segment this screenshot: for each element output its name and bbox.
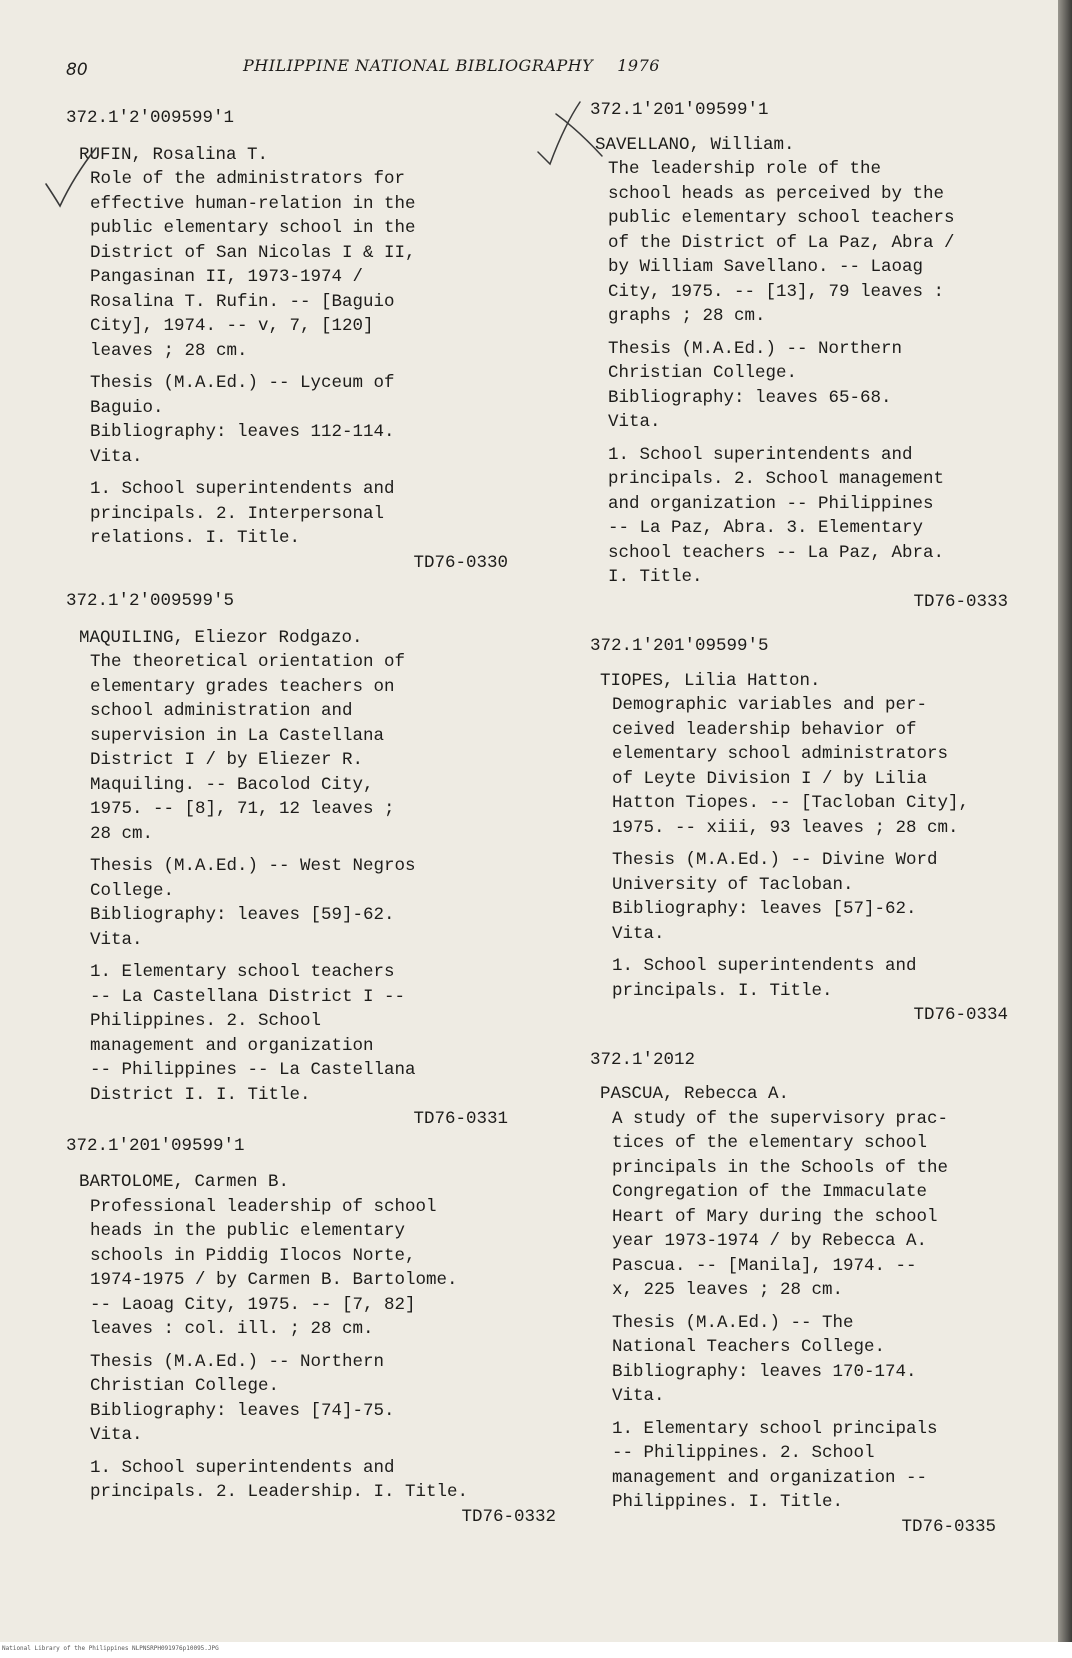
note-line: Thesis (M.A.Ed.) -- West Negros — [90, 856, 416, 876]
note-line: Vita. — [90, 929, 143, 950]
subject-line: Philippines. I. Title. — [612, 1492, 844, 1512]
description-line: principals in the Schools of the — [612, 1157, 949, 1178]
description-line: Maquiling. -- Bacolod City, — [90, 774, 374, 795]
subject-line: 1. School superintendents and — [90, 479, 395, 499]
subject-line: school teachers -- La Paz, Abra. — [608, 542, 945, 563]
note-line: Christian College. — [608, 363, 798, 383]
subject-line: -- Philippines. 2. School — [612, 1443, 875, 1463]
note-line: Bibliography: leaves [59]-62. — [90, 905, 395, 925]
entry-notes — [612, 848, 1030, 946]
call-number: 372.1'201'09599'1 — [66, 1135, 245, 1156]
note-line: Baguio. — [90, 397, 164, 418]
entry-description — [90, 167, 506, 363]
entry-description — [608, 157, 1030, 329]
entry-description — [90, 1195, 506, 1342]
note-line: National Teachers College. — [612, 1337, 886, 1357]
description-line: District I / by Eliezer R. — [90, 750, 364, 770]
subject-line: District I. I. Title. — [90, 1084, 311, 1105]
description-line: Demographic variables and per- — [612, 695, 928, 715]
subject-line: management and organization — [90, 1035, 374, 1056]
subject-line: principals. 2. Leadership. I. Title. — [90, 1482, 469, 1502]
entry-subjects — [612, 954, 1030, 1003]
description-line: Rosalina T. Rufin. -- [Baguio — [90, 291, 395, 312]
description-line: Pangasinan II, 1973-1974 / — [90, 267, 364, 287]
entry-subjects — [90, 960, 506, 1107]
call-number: 372.1'2'009599'1 — [66, 108, 235, 128]
note-line: Christian College. — [90, 1376, 280, 1396]
entry-subjects — [90, 477, 506, 551]
entry-notes — [608, 337, 1030, 435]
note-line: Vita. — [612, 1386, 665, 1406]
description-line: effective human-relation in the — [90, 193, 416, 214]
description-line: 28 cm. — [90, 823, 154, 844]
description-line: Pascua. -- [Manila], 1974. -- — [612, 1255, 917, 1276]
description-line: 1975. -- xiii, 93 leaves ; 28 cm. — [612, 817, 959, 838]
description-line: City], 1974. -- v, 7, [120] — [90, 316, 374, 336]
entry-notes — [90, 371, 506, 469]
description-line: 1975. -- [8], 71, 12 leaves ; — [90, 799, 395, 819]
description-line: school heads as perceived by the — [608, 183, 945, 204]
description-line: school administration and — [90, 701, 353, 721]
note-line: Thesis (M.A.Ed.) -- The — [612, 1312, 854, 1333]
description-line: graphs ; 28 cm. — [608, 306, 766, 326]
subject-line: -- La Castellana District I -- — [90, 986, 406, 1007]
note-line: Vita. — [608, 412, 661, 432]
entry-subjects — [612, 1417, 1030, 1515]
subject-line: and organization -- Philippines — [608, 493, 934, 514]
main-entry: RUFIN, Rosalina T. — [79, 144, 269, 165]
subject-line: -- Philippines -- La Castellana — [90, 1060, 416, 1080]
note-line: Thesis (M.A.Ed.) -- Lyceum of — [90, 373, 395, 393]
main-entry: BARTOLOME, Carmen B. — [79, 1172, 290, 1192]
main-entry: MAQUILING, Eliezor Rodgazo. — [79, 627, 363, 648]
record-number: TD76-0335 — [901, 1516, 996, 1537]
note-line: College. — [90, 880, 175, 901]
catalog-entry — [590, 634, 1030, 1028]
description-line: public elementary school in the — [90, 218, 416, 238]
description-line: elementary school administrators — [612, 744, 949, 764]
subject-line: 1. Elementary school teachers — [90, 962, 395, 982]
description-line: Hatton Tiopes. -- [Tacloban City], — [612, 793, 970, 813]
description-line: A study of the supervisory prac- — [612, 1108, 949, 1129]
description-line: leaves ; 28 cm. — [90, 340, 248, 361]
entry-notes — [90, 854, 506, 952]
description-line: schools in Piddig Ilocos Norte, — [90, 1245, 416, 1266]
page-edge-shadow — [1058, 0, 1072, 1642]
description-line: x, 225 leaves ; 28 cm. — [612, 1280, 844, 1300]
subject-line: principals. 2. Interpersonal — [90, 503, 385, 524]
subject-line: 1. School superintendents and — [612, 956, 917, 976]
subject-line: -- La Paz, Abra. 3. Elementary — [608, 518, 924, 538]
entry-subjects — [90, 1456, 506, 1505]
entry-subjects — [608, 443, 1030, 590]
catalog-entry — [66, 106, 506, 575]
call-number: 372.1'201'09599'5 — [590, 636, 769, 656]
description-line: elementary grades teachers on — [90, 676, 395, 697]
description-line: public elementary school teachers — [608, 208, 955, 228]
note-line: Thesis (M.A.Ed.) -- Northern — [608, 338, 903, 359]
subject-line: Philippines. 2. School — [90, 1011, 322, 1031]
description-line: The theoretical orientation of — [90, 652, 406, 672]
catalog-entry — [590, 98, 1030, 614]
entry-description — [90, 650, 506, 846]
subject-line: 1. School superintendents and — [90, 1457, 395, 1478]
main-entry: PASCUA, Rebecca A. — [600, 1084, 790, 1104]
description-line: Professional leadership of school — [90, 1196, 437, 1217]
main-entry: TIOPES, Lilia Hatton. — [600, 670, 821, 691]
running-title-text: PHILIPPINE NATIONAL BIBLIOGRAPHY — [243, 56, 594, 75]
description-line: by William Savellano. -- Laoag — [608, 257, 924, 277]
entry-description — [612, 693, 1030, 840]
description-line: tices of the elementary school — [612, 1133, 928, 1153]
running-title — [243, 56, 660, 75]
subject-line: 1. Elementary school principals — [612, 1418, 938, 1439]
description-line: Heart of Mary during the school — [612, 1206, 938, 1227]
description-line: of the District of La Paz, Abra / — [608, 232, 955, 253]
note-line: University of Tacloban. — [612, 874, 854, 895]
description-line: Role of the administrators for — [90, 169, 406, 189]
catalog-entry — [66, 589, 506, 1132]
description-line: leaves : col. ill. ; 28 cm. — [90, 1319, 374, 1339]
note-line: Bibliography: leaves 65-68. — [608, 387, 892, 408]
main-entry: SAVELLANO, William. — [595, 134, 795, 155]
record-number: TD76-0330 — [413, 552, 508, 573]
left-column — [66, 106, 556, 1529]
call-number: 372.1'2012 — [590, 1049, 696, 1070]
running-title-year: 1976 — [617, 56, 660, 75]
subject-line: 1. School superintendents and — [608, 444, 913, 465]
note-line: Bibliography: leaves 170-174. — [612, 1361, 917, 1382]
note-line: Vita. — [90, 1425, 143, 1445]
subject-line: principals. 2. School management — [608, 469, 945, 489]
description-line: City, 1975. -- [13], 79 leaves : — [608, 281, 945, 302]
description-line: Congregation of the Immaculate — [612, 1182, 928, 1202]
entry-notes — [90, 1350, 506, 1448]
description-line: supervision in La Castellana — [90, 725, 385, 746]
note-line: Vita. — [90, 446, 143, 467]
catalog-entry — [590, 1048, 1030, 1540]
entry-description — [612, 1107, 1030, 1303]
record-number: TD76-0332 — [461, 1506, 556, 1527]
catalog-entry — [66, 1134, 556, 1530]
note-line: Bibliography: leaves [57]-62. — [612, 899, 917, 919]
right-column — [590, 100, 1030, 1539]
description-line: District of San Nicolas I & II, — [90, 242, 416, 263]
description-line: heads in the public elementary — [90, 1221, 406, 1241]
subject-line: relations. I. Title. — [90, 528, 301, 548]
note-line: Vita. — [612, 923, 665, 944]
scan-footer: National Library of the Philippines NLPNSRPH091976p10095.JPG — [2, 1645, 219, 1652]
call-number: 372.1'2'009599'5 — [66, 591, 235, 611]
subject-line: principals. I. Title. — [612, 980, 833, 1001]
note-line: Thesis (M.A.Ed.) -- Divine Word — [612, 850, 938, 870]
call-number: 372.1'201'09599'1 — [590, 100, 769, 120]
description-line: -- Laoag City, 1975. -- [7, 82] — [90, 1294, 416, 1315]
description-line: The leadership role of the — [608, 159, 882, 179]
description-line: 1974-1975 / by Carmen B. Bartolome. — [90, 1270, 458, 1290]
record-number: TD76-0331 — [413, 1109, 508, 1129]
subject-line: management and organization -- — [612, 1467, 928, 1488]
description-line: year 1973-1974 / by Rebecca A. — [612, 1231, 928, 1251]
record-number: TD76-0334 — [913, 1005, 1008, 1025]
description-line: of Leyte Division I / by Lilia — [612, 768, 928, 789]
note-line: Thesis (M.A.Ed.) -- Northern — [90, 1351, 385, 1372]
page-number: 80 — [66, 60, 88, 80]
entry-notes — [612, 1311, 1030, 1409]
description-line: ceived leadership behavior of — [612, 719, 917, 740]
record-number: TD76-0333 — [913, 591, 1008, 612]
note-line: Bibliography: leaves [74]-75. — [90, 1400, 395, 1421]
subject-line: I. Title. — [608, 567, 703, 587]
note-line: Bibliography: leaves 112-114. — [90, 422, 395, 442]
